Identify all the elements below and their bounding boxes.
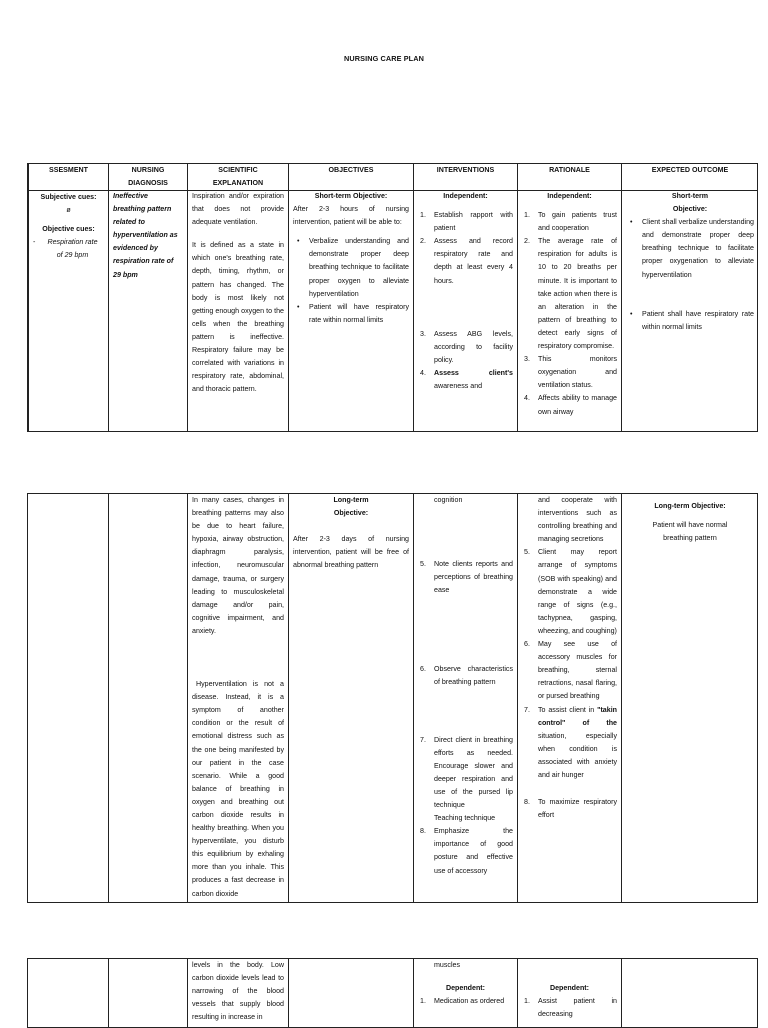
care-plan-table-part-3 [27, 958, 758, 1028]
explanation-paragraph: Hyperventilation is not a disease. Instead, it is a symptom of another condition or the result of emotional distress such as the one being manifested by our patient in the case scenario. While a good balance of breathing in oxygen and breathing out carbon dioxide results in healthy breathing. When you hyperventilate, you disturb this equilibrium by exhaling more than you inhale. This produces a fast decrease in carbon dioxide [192, 680, 284, 898]
long-term-objective-label-2: Objective: [333, 509, 369, 518]
diagnosis-line: Ineffective [113, 192, 148, 200]
item-number: 8. [420, 827, 426, 836]
intervention-item [418, 367, 513, 393]
item-number: 3. [524, 355, 530, 364]
intervention-item [418, 328, 513, 367]
explanation-paragraph: Inspiration and/or expiration that does not provide adequate ventilation. [192, 192, 284, 227]
expected-outcome-column [621, 494, 758, 902]
short-term-objective-intro: After 2-3 hours of nursing intervention, patient will be able to: [293, 205, 409, 227]
intervention-text: Assess ABG levels, according to facility policy. [434, 329, 513, 364]
item-number: 5. [524, 548, 530, 557]
intervention-item [418, 558, 513, 597]
intervention-item [418, 812, 513, 825]
outcome-short-term-label-2: Objective: [672, 205, 708, 214]
outcome-bullet [626, 308, 754, 334]
rationale-text: situation, especially when condition is associated with anxiety and air hunger [538, 731, 617, 779]
intervention-item [418, 235, 513, 287]
objectives-column [288, 959, 413, 1027]
item-number: 4. [420, 368, 426, 377]
item-number: 7. [524, 705, 530, 714]
intervention-text: Note clients reports and perceptions of breathing ease [434, 560, 513, 595]
outcome-bullet-text: Patient shall have respiratory rate within normal limits [642, 309, 754, 331]
objective-cues-value-2: of 29 bpm [56, 251, 89, 260]
item-number: 7. [420, 735, 426, 744]
diagnosis-line: evidenced by [113, 244, 158, 253]
rationale-header: RATIONALE [549, 166, 590, 174]
outcome-bullet [626, 216, 754, 281]
short-term-objective-label: Short-term Objective: [314, 192, 388, 200]
diagnosis-line-text: related to [113, 218, 145, 227]
diagnosis-header-line-1: NURSING [131, 166, 165, 174]
objective-cues-dash: - [33, 238, 36, 247]
assessment-column [28, 164, 108, 431]
diagnosis-column [108, 164, 187, 431]
diagnosis-line: 29 bpm [113, 270, 138, 279]
rationale-text: This monitors oxygenation and ventilation status. [538, 355, 617, 390]
bullet-dot: • [297, 237, 300, 246]
interventions-column [413, 494, 517, 902]
intervention-item [418, 663, 513, 689]
objective-cues-label: Objective cues: [42, 225, 95, 234]
bullet-dot: • [297, 302, 300, 311]
item-number: 1. [420, 211, 426, 220]
objectives-column [288, 164, 413, 431]
item-number: 1. [524, 997, 530, 1006]
objective-bullet-text: Patient will have respiratory rate within normal limits [309, 302, 409, 324]
rationale-text: Client may report arrange of symptoms (SOB with speaking) and demonstrate a wide range of signs (e.g., tachypnea, gasping, wheezing, and coughing) [538, 548, 617, 635]
intervention-text: Emphasize the importance of good posture and effective use of accessory [434, 827, 513, 875]
intervention-text: Direct client in breathing efforts as needed. Encourage slower and deeper respiration and use of the pursed lip technique [434, 735, 513, 810]
subjective-cues-label: Subjective cues: [40, 193, 97, 201]
explanation-column [187, 494, 288, 902]
subjective-cues-value: ø [66, 206, 71, 215]
diagnosis-line: hyperventilation as [113, 231, 178, 240]
diagnosis-header-line-2: DIAGNOSIS [128, 179, 168, 187]
rationale-text: Affects ability to manage own airway [538, 394, 617, 416]
long-term-objective-label-1: Long-term [333, 496, 369, 504]
independent-label: Independent: [443, 192, 488, 200]
assessment-column [28, 494, 108, 902]
diagnosis-column [108, 959, 187, 1027]
intervention-item [418, 995, 513, 1008]
bullet-dot: • [630, 218, 633, 227]
objective-bullet [293, 301, 409, 327]
rationale-column [517, 494, 621, 902]
intervention-bold-text: Assess client's [434, 368, 513, 377]
item-number: 1. [524, 211, 530, 220]
care-plan-table-part-2 [27, 493, 758, 903]
objectives-header: OBJECTIVES [328, 166, 374, 174]
explanation-header-line-1: SCIENTIFIC [218, 166, 258, 174]
diagnosis-column [108, 494, 187, 902]
item-number: 6. [420, 665, 426, 674]
rationale-text: and cooperate with interventions such as controlling breathing and managing secretions [538, 496, 617, 544]
rationale-text: To gain patients trust and cooperation [538, 211, 617, 233]
rationale-bold-text: "takin control" of the [538, 705, 617, 727]
assessment-header: SSESMENT [48, 166, 89, 174]
rationale-item [522, 796, 617, 822]
intervention-text: Establish rapport with patient [434, 211, 513, 233]
rationale-item [522, 546, 617, 638]
rationale-item [522, 638, 617, 703]
rationale-item [522, 353, 617, 392]
rationale-text: Assist patient in decreasing [538, 997, 617, 1019]
independent-label: Independent: [547, 192, 592, 200]
objective-bullet-text: Verbalize understanding and demonstrate proper deep breathing technique to facilitate proper oxygen to alleviate hyperventilation [309, 237, 409, 298]
rationale-item [522, 235, 617, 353]
rationale-text: To assist client in [538, 705, 595, 714]
outcome-bullet-text: Client shall verbalize understanding and demonstrate proper deep breathing technique to facilitate proper oxygenation to alleviate hyperventilation [642, 218, 754, 279]
rationale-text: May see use of accessory muscles for breathing, sternal retractions, nasal flaring, or pursed breathing [538, 640, 617, 701]
rationale-text: To maximize respiratory effort [538, 798, 617, 820]
item-number: 1. [420, 997, 426, 1006]
intervention-text: Observe characteristics of breathing pattern [434, 665, 513, 687]
explanation-paragraph: In many cases, changes in breathing patterns may also be due to heart failure, hypoxia, airway obstruction, diaphragm paralysis, infection, neuromuscular damage, trauma, or surgery leading to musculoskeletal damage and/or pain, cognitive impairment, and anxiety. [192, 496, 284, 635]
intervention-text: cognition [434, 496, 463, 504]
item-number: 8. [524, 798, 530, 807]
dependent-label: Dependent: [549, 984, 589, 992]
page-title: NURSING CARE PLAN [344, 54, 424, 63]
intervention-item [418, 494, 513, 507]
explanation-column [187, 164, 288, 431]
diagnosis-line: respiration rate of [113, 257, 174, 266]
assessment-column [28, 959, 108, 1027]
rationale-item [522, 209, 617, 235]
rationale-item [522, 392, 617, 418]
interventions-header: INTERVENTIONS [436, 166, 495, 174]
care-plan-table-part-1 [27, 163, 758, 432]
intervention-item [418, 825, 513, 877]
explanation-paragraph: It is defined as a state in which one's breathing rate, depth, timing, rhythm, or pattern has changed. The body is most likely not getting enough oxygen to the cells when the breathing pattern is ineffective. Respiratory failure may be correlated with variations in respiratory rate, abdominal, and thoracic pattern. [192, 241, 284, 394]
outcome-short-term-label-1: Short-term [671, 192, 709, 200]
item-number: 2. [420, 237, 426, 246]
diagnosis-line: breathing pattern [113, 205, 172, 214]
intervention-item [418, 209, 513, 235]
expected-outcome-header: EXPECTED OUTCOME [651, 166, 729, 174]
rationale-item [522, 494, 617, 546]
intervention-text: Teaching technique [434, 814, 496, 823]
intervention-item [418, 959, 513, 972]
item-number: 4. [524, 394, 530, 403]
objective-bullet [293, 235, 409, 300]
explanation-column [187, 959, 288, 1027]
dependent-label: Dependent: [445, 984, 485, 993]
item-number: 2. [524, 237, 530, 246]
outcome-long-term-label: Long-term Objective: [654, 502, 726, 510]
intervention-text: Medication as ordered [434, 997, 505, 1006]
intervention-item [418, 734, 513, 813]
bullet-dot: • [630, 309, 633, 318]
rationale-column [517, 959, 621, 1027]
expected-outcome-column [621, 959, 758, 1027]
rationale-text: The average rate of respiration for adults is 10 to 20 breaths per minute. It is important to take action when there is an alteration in the pattern of breathing to detect early signs of respiratory compromise. [538, 237, 617, 351]
intervention-text: muscles [434, 961, 461, 969]
expected-outcome-column [621, 164, 758, 431]
rationale-column [517, 164, 621, 431]
intervention-text: awareness and [434, 382, 483, 391]
outcome-long-term-text: Patient will have normal breathing pattern [652, 521, 728, 543]
rationale-item [522, 995, 617, 1021]
diagnosis-line [113, 216, 183, 229]
explanation-header-line-2: EXPLANATION [212, 179, 264, 187]
item-number: 6. [524, 640, 530, 649]
interventions-column [413, 164, 517, 431]
explanation-paragraph: levels in the body. Low carbon dioxide levels lead to narrowing of the blood vessels that supply blood resulting in increase in [192, 961, 284, 1022]
long-term-objective-text: After 2-3 days of nursing intervention, patient will be free of abnormal breathing pattern [293, 535, 409, 570]
interventions-column [413, 959, 517, 1027]
rationale-item [522, 704, 617, 783]
objectives-column [288, 494, 413, 902]
objective-cues-value-1: Respiration rate [47, 238, 98, 247]
intervention-text: Assess and record respiratory rate and depth at least every 4 hours. [434, 237, 513, 285]
item-number: 5. [420, 560, 426, 569]
item-number: 3. [420, 329, 426, 338]
